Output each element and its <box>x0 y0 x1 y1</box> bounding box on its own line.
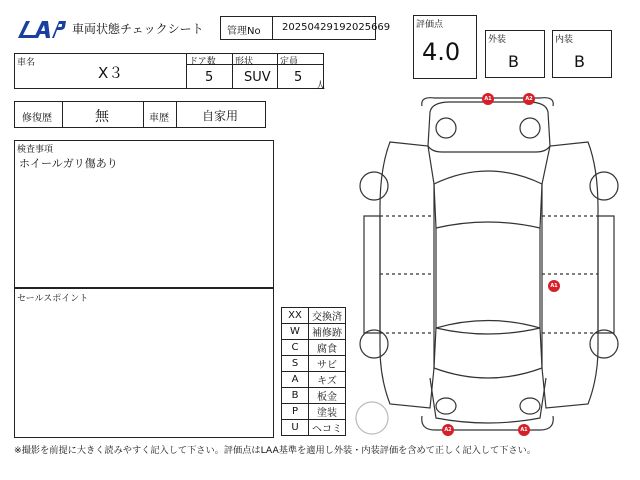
sales-point-box <box>14 288 274 438</box>
repair-history-label: 修復歴 <box>22 113 52 124</box>
inspection-label: 検査事項 <box>17 145 54 155</box>
mgmt-no-label: 管理No <box>227 26 261 37</box>
inspection-text: ホイールガリ傷あり <box>19 157 118 170</box>
sheet-title: 車両状態チェックシート <box>72 22 204 36</box>
doors-value: 5 <box>205 70 214 85</box>
mgmt-no-value: 20250429192025669 <box>282 22 391 33</box>
capacity-label: 定員 <box>280 57 299 67</box>
car-name-value: X３ <box>98 64 124 82</box>
legend-row: C 腐食 <box>282 340 346 356</box>
shape-value: SUV <box>244 70 271 85</box>
legend-row: U ヘコミ <box>282 420 346 436</box>
capacity-value: 5 <box>294 70 303 85</box>
doors-label: ドア数 <box>189 57 216 67</box>
car-body-diagram <box>350 88 630 443</box>
damage-mark-front-left: A1 <box>482 93 494 105</box>
capacity-unit: 人 <box>316 81 326 91</box>
legend-row: W 補修跡 <box>282 324 346 340</box>
laa-logo <box>14 18 66 40</box>
interior-value: B <box>574 52 585 71</box>
damage-mark-front-right: A2 <box>523 93 535 105</box>
repair-history-value: 無 <box>95 109 109 125</box>
score-label: 評価点 <box>416 20 444 30</box>
legend-row: B 板金 <box>282 388 346 404</box>
legend-row: S サビ <box>282 356 346 372</box>
damage-mark-rear-right: A1 <box>518 424 530 436</box>
score-value: 4.0 <box>422 38 461 66</box>
legend-row: A キズ <box>282 372 346 388</box>
exterior-label: 外装 <box>488 35 507 45</box>
damage-code-legend <box>281 307 346 436</box>
car-name-label: 車名 <box>17 58 36 68</box>
usage-history-value: 自家用 <box>202 109 239 123</box>
legend-row: P 塗装 <box>282 404 346 420</box>
sales-point-label: セールスポイント <box>17 294 89 304</box>
damage-mark-rear-left: A2 <box>442 424 454 436</box>
usage-history-label: 車歴 <box>149 113 169 124</box>
exterior-value: B <box>508 52 519 71</box>
legend-row: XX 交換済 <box>282 308 346 324</box>
damage-mark-right-side: A1 <box>548 280 560 292</box>
shape-label: 形状 <box>235 57 254 67</box>
footer-note: ※撮影を前提に大きく読みやすく記入して下さい。評価点はLAA基準を適用し外装・内装評価を含めて正しく記入して下さい。 <box>14 445 536 456</box>
interior-label: 内装 <box>555 35 574 45</box>
